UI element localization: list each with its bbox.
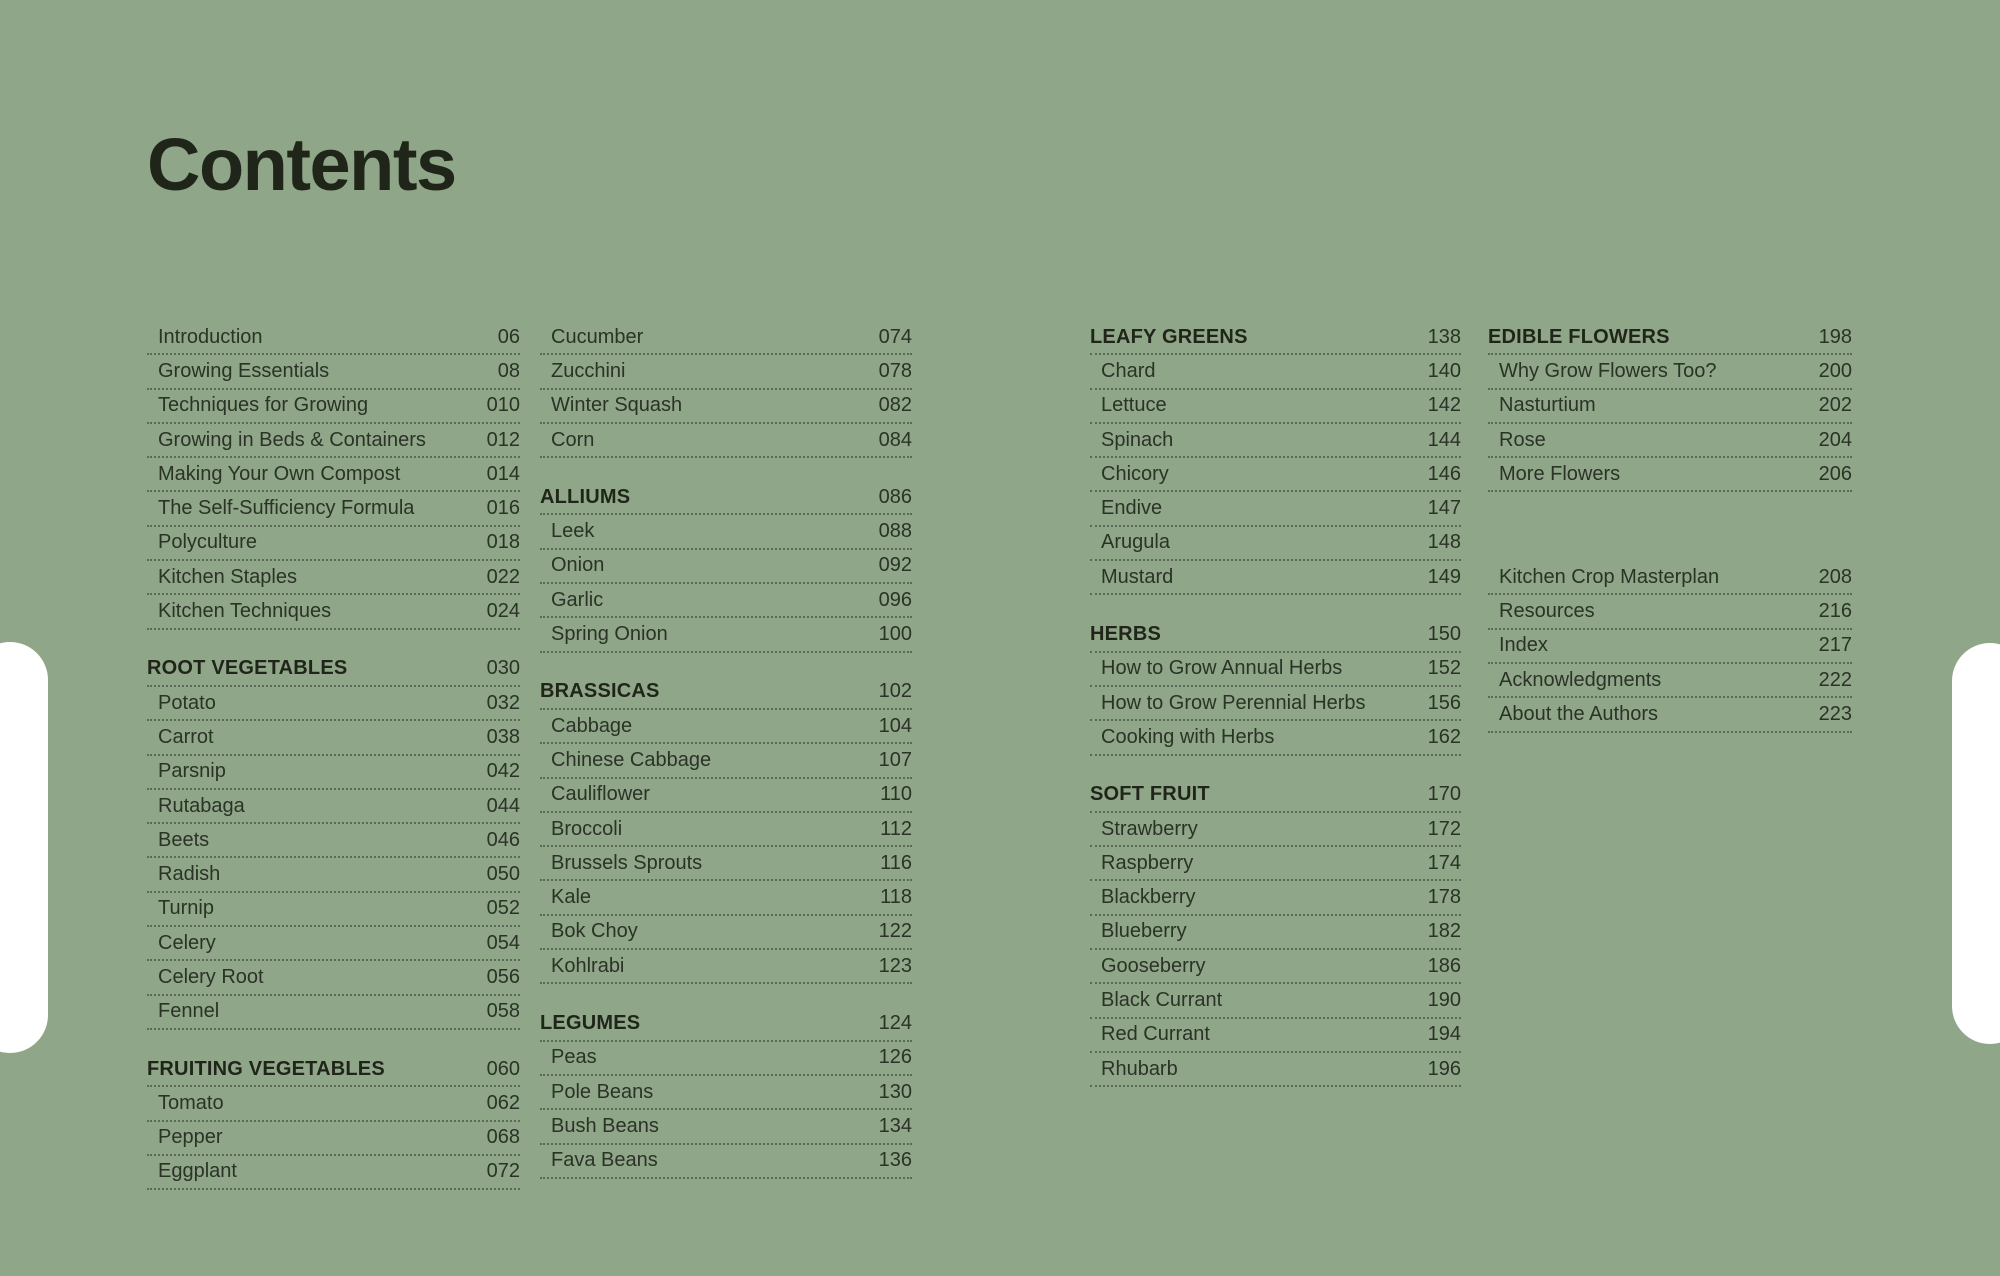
toc-entry-label: Tomato bbox=[158, 1091, 224, 1114]
toc-entry bbox=[147, 687, 520, 721]
toc-entry bbox=[147, 1122, 520, 1156]
toc-entry bbox=[540, 1076, 912, 1110]
toc-entry-page-number: 126 bbox=[878, 1046, 912, 1069]
toc-section bbox=[147, 321, 520, 630]
toc-section-header-page-number: 060 bbox=[486, 1057, 520, 1080]
toc-entry-label: Growing in Beds & Containers bbox=[158, 428, 426, 451]
toc-entry-label: Brussels Sprouts bbox=[551, 851, 703, 874]
toc-entry bbox=[540, 515, 912, 549]
toc-entry-page-number: 140 bbox=[1427, 359, 1461, 382]
toc-section-header-page-number: 170 bbox=[1427, 783, 1461, 806]
toc-section bbox=[1488, 561, 1852, 732]
toc-entry-page-number: 096 bbox=[878, 588, 912, 611]
toc-column-1 bbox=[147, 321, 520, 1190]
toc-entry-label: Winter Squash bbox=[551, 394, 683, 417]
toc-entry-page-number: 082 bbox=[878, 394, 912, 417]
toc-entry-page-number: 178 bbox=[1427, 886, 1461, 909]
toc-entry-page-number: 136 bbox=[878, 1149, 912, 1172]
toc-section-header bbox=[540, 676, 912, 710]
toc-entry-label: Zucchini bbox=[551, 359, 626, 382]
toc-entry-page-number: 100 bbox=[878, 623, 912, 646]
toc-entry-page-number: 118 bbox=[880, 886, 912, 909]
toc-entry-label: Onion bbox=[551, 554, 605, 577]
toc-entry bbox=[1488, 561, 1852, 595]
toc-entry bbox=[1090, 355, 1461, 389]
toc-entry-label: Nasturtium bbox=[1499, 394, 1596, 417]
toc-section-header bbox=[1488, 321, 1852, 355]
toc-entry-label: Lettuce bbox=[1101, 394, 1167, 417]
toc-entry-label: Cauliflower bbox=[551, 783, 650, 806]
toc-entry bbox=[540, 550, 912, 584]
toc-entry-label: Chard bbox=[1101, 359, 1156, 382]
toc-section bbox=[540, 481, 912, 652]
toc-section-header-label: BRASSICAS bbox=[540, 680, 660, 703]
toc-entry-label: Bush Beans bbox=[551, 1114, 659, 1137]
toc-entry bbox=[1488, 664, 1852, 698]
toc-section-header-label: ALLIUMS bbox=[540, 485, 631, 508]
toc-entry-page-number: 204 bbox=[1818, 428, 1852, 451]
toc-entry-label: Introduction bbox=[158, 325, 263, 348]
toc-entry-label: Kitchen Crop Masterplan bbox=[1499, 565, 1720, 588]
toc-entry-label: Techniques for Growing bbox=[158, 394, 369, 417]
toc-entry-page-number: 147 bbox=[1427, 497, 1461, 520]
toc-entry-label: Rhubarb bbox=[1101, 1057, 1178, 1080]
toc-entry bbox=[147, 321, 520, 355]
toc-entry-page-number: 018 bbox=[486, 531, 520, 554]
toc-section-header-page-number: 198 bbox=[1818, 325, 1852, 348]
toc-entry-page-number: 08 bbox=[497, 359, 520, 382]
toc-entry-page-number: 068 bbox=[486, 1126, 520, 1149]
toc-entry-page-number: 032 bbox=[486, 691, 520, 714]
toc-entry bbox=[540, 355, 912, 389]
toc-entry-page-number: 092 bbox=[878, 554, 912, 577]
toc-section-header-page-number: 150 bbox=[1427, 623, 1461, 646]
toc-entry-label: Rose bbox=[1499, 428, 1546, 451]
toc-entry-page-number: 084 bbox=[878, 428, 912, 451]
toc-entry bbox=[1090, 1019, 1461, 1053]
toc-entry-label: Resources bbox=[1499, 600, 1595, 623]
toc-entry-page-number: 152 bbox=[1427, 657, 1461, 680]
toc-section-header bbox=[1090, 321, 1461, 355]
toc-entry bbox=[1488, 390, 1852, 424]
toc-section bbox=[1090, 321, 1461, 595]
toc-entry bbox=[147, 996, 520, 1030]
toc-entry bbox=[1090, 916, 1461, 950]
toc-entry-page-number: 046 bbox=[486, 828, 520, 851]
toc-entry-label: Radish bbox=[158, 863, 221, 886]
toc-entry bbox=[1090, 950, 1461, 984]
toc-entry-page-number: 142 bbox=[1427, 394, 1461, 417]
toc-section-header-page-number: 086 bbox=[878, 485, 912, 508]
toc-entry-page-number: 162 bbox=[1427, 725, 1461, 748]
toc-entry-page-number: 104 bbox=[878, 714, 912, 737]
toc-entry bbox=[147, 355, 520, 389]
toc-section-header-page-number: 102 bbox=[878, 680, 912, 703]
toc-entry-page-number: 074 bbox=[878, 325, 912, 348]
toc-entry-page-number: 110 bbox=[880, 783, 912, 806]
toc-entry-page-number: 146 bbox=[1427, 462, 1461, 485]
toc-entry-label: More Flowers bbox=[1499, 462, 1621, 485]
toc-entry-label: Celery Root bbox=[158, 965, 264, 988]
toc-entry-label: Acknowledgments bbox=[1499, 668, 1662, 691]
toc-entry-label: Bok Choy bbox=[551, 920, 638, 943]
toc-entry-page-number: 050 bbox=[486, 863, 520, 886]
toc-entry-page-number: 134 bbox=[878, 1114, 912, 1137]
toc-entry-label: About the Authors bbox=[1499, 702, 1659, 725]
toc-section-header bbox=[1090, 779, 1461, 813]
toc-section bbox=[147, 653, 520, 1030]
toc-entry bbox=[540, 950, 912, 984]
toc-entry-label: Spinach bbox=[1101, 428, 1174, 451]
toc-entry-label: Endive bbox=[1101, 497, 1163, 520]
toc-entry bbox=[147, 1087, 520, 1121]
toc-entry-label: Fava Beans bbox=[551, 1149, 658, 1172]
toc-column-3 bbox=[1090, 321, 1461, 1087]
toc-section-header-label: HERBS bbox=[1090, 623, 1162, 646]
toc-entry bbox=[1488, 595, 1852, 629]
toc-entry-page-number: 196 bbox=[1427, 1057, 1461, 1080]
toc-entry-label: Cucumber bbox=[551, 325, 644, 348]
toc-entry bbox=[1090, 687, 1461, 721]
toc-entry bbox=[147, 1156, 520, 1190]
toc-entry bbox=[147, 595, 520, 629]
toc-entry bbox=[147, 790, 520, 824]
toc-section-header bbox=[147, 653, 520, 687]
toc-entry bbox=[540, 710, 912, 744]
toc-section bbox=[1090, 779, 1461, 1088]
toc-entry bbox=[540, 1110, 912, 1144]
toc-entry-label: Potato bbox=[158, 691, 216, 714]
toc-entry-page-number: 123 bbox=[878, 954, 912, 977]
toc-entry-label: Kale bbox=[551, 886, 592, 909]
toc-entry bbox=[1090, 458, 1461, 492]
toc-entry-label: Beets bbox=[158, 828, 210, 851]
toc-entry bbox=[1090, 390, 1461, 424]
toc-entry bbox=[1090, 424, 1461, 458]
toc-entry-label: Pole Beans bbox=[551, 1080, 654, 1103]
toc-entry-label: Mustard bbox=[1101, 565, 1174, 588]
toc-entry-page-number: 222 bbox=[1818, 668, 1852, 691]
next-page-tab[interactable] bbox=[1952, 643, 2000, 1044]
toc-entry-label: Blackberry bbox=[1101, 886, 1196, 909]
toc-entry bbox=[540, 1042, 912, 1076]
toc-section-header-label: SOFT FRUIT bbox=[1090, 783, 1210, 806]
toc-entry-page-number: 217 bbox=[1818, 634, 1852, 657]
toc-entry-page-number: 056 bbox=[486, 965, 520, 988]
toc-entry-label: Pepper bbox=[158, 1126, 223, 1149]
toc-entry-page-number: 172 bbox=[1427, 817, 1461, 840]
toc-entry bbox=[1090, 653, 1461, 687]
toc-section bbox=[147, 1053, 520, 1190]
toc-entry-label: Raspberry bbox=[1101, 851, 1194, 874]
toc-entry-label: Carrot bbox=[158, 725, 214, 748]
toc-section bbox=[1488, 321, 1852, 492]
toc-entry bbox=[147, 527, 520, 561]
toc-entry-label: Turnip bbox=[158, 897, 214, 920]
toc-entry bbox=[1488, 698, 1852, 732]
toc-section-header-page-number: 138 bbox=[1427, 325, 1461, 348]
toc-entry bbox=[540, 321, 912, 355]
toc-entry bbox=[540, 881, 912, 915]
toc-entry-label: Blueberry bbox=[1101, 920, 1187, 943]
toc-section-header bbox=[1090, 618, 1461, 652]
toc-entry bbox=[540, 584, 912, 618]
toc-entry bbox=[147, 492, 520, 526]
toc-entry bbox=[147, 927, 520, 961]
toc-entry-page-number: 200 bbox=[1818, 359, 1852, 382]
toc-entry bbox=[1090, 847, 1461, 881]
toc-entry bbox=[1090, 721, 1461, 755]
toc-entry-label: Chicory bbox=[1101, 462, 1169, 485]
toc-entry-page-number: 194 bbox=[1427, 1023, 1461, 1046]
toc-entry bbox=[540, 744, 912, 778]
toc-entry-page-number: 088 bbox=[878, 520, 912, 543]
toc-entry-label: Peas bbox=[551, 1046, 597, 1069]
toc-entry bbox=[1488, 458, 1852, 492]
toc-entry-label: Eggplant bbox=[158, 1160, 237, 1183]
toc-entry bbox=[1090, 1053, 1461, 1087]
toc-entry-page-number: 078 bbox=[878, 359, 912, 382]
toc-entry-page-number: 122 bbox=[878, 920, 912, 943]
previous-page-tab[interactable] bbox=[0, 642, 48, 1053]
toc-entry-label: Celery bbox=[158, 931, 216, 954]
toc-entry-label: Kitchen Techniques bbox=[158, 600, 332, 623]
toc-entry bbox=[147, 756, 520, 790]
toc-entry-label: Gooseberry bbox=[1101, 954, 1206, 977]
toc-section-header bbox=[147, 1053, 520, 1087]
toc-entry-label: Kohlrabi bbox=[551, 954, 625, 977]
toc-entry bbox=[540, 916, 912, 950]
toc-entry-label: Arugula bbox=[1101, 531, 1170, 554]
toc-entry-page-number: 206 bbox=[1818, 462, 1852, 485]
toc-entry-label: Cabbage bbox=[551, 714, 633, 737]
toc-entry-page-number: 116 bbox=[880, 851, 912, 874]
toc-entry bbox=[147, 858, 520, 892]
toc-entry-page-number: 223 bbox=[1818, 702, 1852, 725]
toc-section-header-label: EDIBLE FLOWERS bbox=[1488, 325, 1670, 348]
toc-entry bbox=[1488, 355, 1852, 389]
toc-entry-page-number: 054 bbox=[486, 931, 520, 954]
toc-entry bbox=[1090, 527, 1461, 561]
toc-entry-page-number: 148 bbox=[1427, 531, 1461, 554]
toc-entry-page-number: 072 bbox=[486, 1160, 520, 1183]
toc-entry-page-number: 216 bbox=[1818, 600, 1852, 623]
toc-entry-label: Kitchen Staples bbox=[158, 565, 297, 588]
toc-column-4 bbox=[1488, 321, 1852, 733]
toc-entry-label: Black Currant bbox=[1101, 988, 1223, 1011]
toc-entry bbox=[1090, 492, 1461, 526]
toc-entry bbox=[1090, 881, 1461, 915]
toc-entry-page-number: 186 bbox=[1427, 954, 1461, 977]
toc-entry-page-number: 042 bbox=[486, 760, 520, 783]
toc-entry bbox=[147, 824, 520, 858]
toc-entry-label: Making Your Own Compost bbox=[158, 462, 401, 485]
page-title: Contents bbox=[147, 123, 456, 206]
toc-entry bbox=[147, 561, 520, 595]
toc-entry-label: Parsnip bbox=[158, 760, 226, 783]
toc-entry-label: Growing Essentials bbox=[158, 359, 330, 382]
toc-entry-page-number: 014 bbox=[486, 462, 520, 485]
toc-entry bbox=[540, 779, 912, 813]
toc-entry-page-number: 156 bbox=[1427, 691, 1461, 714]
toc-entry-label: Polyculture bbox=[158, 531, 257, 554]
toc-entry-page-number: 058 bbox=[486, 1000, 520, 1023]
toc-entry-label: Leek bbox=[551, 520, 595, 543]
toc-entry-label: Broccoli bbox=[551, 817, 623, 840]
toc-entry-label: The Self-Sufficiency Formula bbox=[158, 497, 415, 520]
toc-entry-page-number: 149 bbox=[1427, 565, 1461, 588]
toc-column-2 bbox=[540, 321, 912, 1179]
toc-section bbox=[540, 676, 912, 985]
toc-entry-page-number: 016 bbox=[486, 497, 520, 520]
toc-entry bbox=[540, 1145, 912, 1179]
toc-entry-page-number: 208 bbox=[1818, 565, 1852, 588]
toc-entry-label: Red Currant bbox=[1101, 1023, 1210, 1046]
toc-entry bbox=[1488, 630, 1852, 664]
toc-entry-label: How to Grow Perennial Herbs bbox=[1101, 691, 1366, 714]
toc-entry-label: Chinese Cabbage bbox=[551, 748, 712, 771]
toc-section-header bbox=[540, 481, 912, 515]
toc-entry-page-number: 024 bbox=[486, 600, 520, 623]
toc-section bbox=[1090, 618, 1461, 755]
toc-entry bbox=[1488, 424, 1852, 458]
toc-entry-page-number: 190 bbox=[1427, 988, 1461, 1011]
toc-entry bbox=[540, 618, 912, 652]
toc-entry-label: Spring Onion bbox=[551, 623, 668, 646]
toc-entry bbox=[540, 390, 912, 424]
toc-entry bbox=[540, 847, 912, 881]
toc-entry-page-number: 202 bbox=[1818, 394, 1852, 417]
toc-entry-page-number: 022 bbox=[486, 565, 520, 588]
toc-entry-page-number: 06 bbox=[497, 325, 520, 348]
toc-entry bbox=[1090, 813, 1461, 847]
toc-entry-page-number: 112 bbox=[880, 817, 912, 840]
toc-section-header-label: LEGUMES bbox=[540, 1011, 641, 1034]
toc-entry-page-number: 038 bbox=[486, 725, 520, 748]
toc-entry-page-number: 010 bbox=[486, 394, 520, 417]
toc-entry-page-number: 052 bbox=[486, 897, 520, 920]
toc-section-header-label: ROOT VEGETABLES bbox=[147, 657, 348, 680]
toc-entry bbox=[147, 961, 520, 995]
toc-entry bbox=[147, 721, 520, 755]
toc-entry bbox=[147, 458, 520, 492]
toc-entry bbox=[540, 813, 912, 847]
toc-entry-label: Fennel bbox=[158, 1000, 220, 1023]
toc-entry-label: Why Grow Flowers Too? bbox=[1499, 359, 1717, 382]
toc-entry-label: Index bbox=[1499, 634, 1548, 657]
toc-entry-label: Strawberry bbox=[1101, 817, 1198, 840]
toc-entry-page-number: 107 bbox=[878, 748, 912, 771]
toc-section-header-label: FRUITING VEGETABLES bbox=[147, 1057, 385, 1080]
toc-entry-label: Cooking with Herbs bbox=[1101, 725, 1275, 748]
toc-section-header-label: LEAFY GREENS bbox=[1090, 325, 1248, 348]
toc-entry-label: Rutabaga bbox=[158, 794, 245, 817]
toc-entry bbox=[540, 424, 912, 458]
toc-entry-page-number: 044 bbox=[486, 794, 520, 817]
toc-section-header bbox=[540, 1007, 912, 1041]
toc-entry-page-number: 174 bbox=[1427, 851, 1461, 874]
toc-entry-page-number: 144 bbox=[1427, 428, 1461, 451]
toc-section-header-page-number: 030 bbox=[486, 657, 520, 680]
toc-section bbox=[540, 321, 912, 458]
toc-entry bbox=[147, 390, 520, 424]
toc-entry bbox=[1090, 561, 1461, 595]
toc-entry bbox=[1090, 984, 1461, 1018]
toc-entry-page-number: 062 bbox=[486, 1091, 520, 1114]
toc-entry bbox=[147, 893, 520, 927]
toc-entry-label: Corn bbox=[551, 428, 595, 451]
toc-section bbox=[540, 1007, 912, 1178]
toc-entry bbox=[147, 424, 520, 458]
toc-section-header-page-number: 124 bbox=[878, 1011, 912, 1034]
toc-entry-label: Garlic bbox=[551, 588, 604, 611]
toc-entry-label: How to Grow Annual Herbs bbox=[1101, 657, 1343, 680]
toc-entry-page-number: 012 bbox=[486, 428, 520, 451]
toc-entry-page-number: 130 bbox=[878, 1080, 912, 1103]
toc-entry-page-number: 182 bbox=[1427, 920, 1461, 943]
